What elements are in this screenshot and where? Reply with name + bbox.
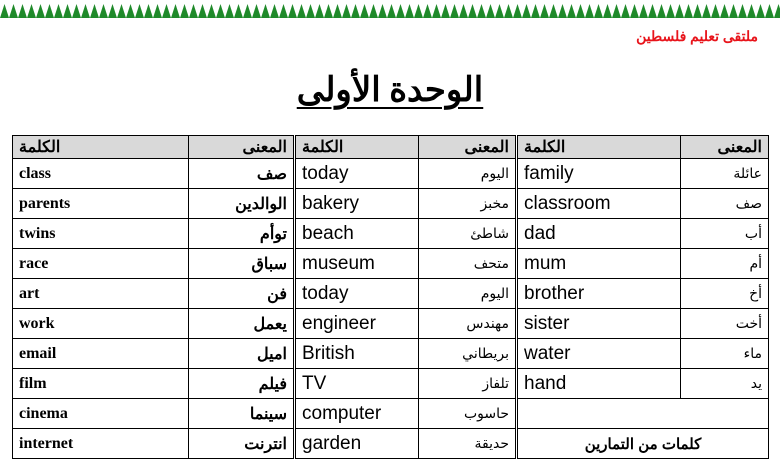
tree-icon (9, 4, 18, 18)
word-ar: بريطاني (419, 339, 517, 369)
tree-icon (639, 4, 648, 18)
word-en: beach (295, 219, 419, 249)
table-row (13, 399, 769, 429)
tree-icon (657, 4, 666, 18)
tree-icon (108, 4, 117, 18)
tree-icon (450, 4, 459, 18)
tree-icon (702, 4, 711, 18)
tree-icon (423, 4, 432, 18)
tree-icon (144, 4, 153, 18)
tree-icon (765, 4, 774, 18)
tree-icon (324, 4, 333, 18)
table-row (13, 249, 769, 279)
tree-icon (504, 4, 513, 18)
word-ar: سباق (189, 249, 295, 279)
word-en: email (13, 339, 189, 369)
tree-icon (594, 4, 603, 18)
header-meaning-1: المعنى (189, 136, 295, 159)
table-header-row (13, 136, 769, 159)
tree-icon (513, 4, 522, 18)
tree-icon (567, 4, 576, 18)
tree-icon (306, 4, 315, 18)
word-en: cinema (13, 399, 189, 429)
tree-icon (693, 4, 702, 18)
tree-icon (414, 4, 423, 18)
table-row (13, 219, 769, 249)
word-en: computer (295, 399, 419, 429)
tree-icon (477, 4, 486, 18)
tree-icon (360, 4, 369, 18)
table-row (13, 159, 769, 189)
word-ar: ماء (681, 339, 769, 369)
word-en: family (517, 159, 681, 189)
tree-icon (540, 4, 549, 18)
tree-icon (288, 4, 297, 18)
table-row (13, 279, 769, 309)
tree-icon (720, 4, 729, 18)
word-ar: اليوم (419, 159, 517, 189)
word-en: classroom (517, 189, 681, 219)
tree-icon (351, 4, 360, 18)
word-en: sister (517, 309, 681, 339)
tree-icon (648, 4, 657, 18)
word-ar: تلفاز (419, 369, 517, 399)
word-ar: أم (681, 249, 769, 279)
header-meaning-3: المعنى (681, 136, 769, 159)
word-ar: عائلة (681, 159, 769, 189)
word-ar: حاسوب (419, 399, 517, 429)
tree-icon (666, 4, 675, 18)
tree-icon (279, 4, 288, 18)
word-en: race (13, 249, 189, 279)
word-en: today (295, 159, 419, 189)
word-ar: شاطئ (419, 219, 517, 249)
tree-icon (747, 4, 756, 18)
tree-icon (27, 4, 36, 18)
word-en: internet (13, 429, 189, 459)
word-ar: يد (681, 369, 769, 399)
tree-icon (729, 4, 738, 18)
exercise-words-label: كلمات من التمارين (517, 429, 769, 459)
tree-icon (738, 4, 747, 18)
tree-icon (207, 4, 216, 18)
word-ar: صف (681, 189, 769, 219)
tree-icon (252, 4, 261, 18)
header-word-1: الكلمة (13, 136, 189, 159)
tree-icon (612, 4, 621, 18)
word-en: engineer (295, 309, 419, 339)
tree-icon (342, 4, 351, 18)
tree-icon (216, 4, 225, 18)
tree-icon (756, 4, 765, 18)
word-ar: أخت (681, 309, 769, 339)
empty-cell (517, 399, 769, 429)
tree-icon (90, 4, 99, 18)
tree-icon (675, 4, 684, 18)
tree-icon (99, 4, 108, 18)
tree-icon (243, 4, 252, 18)
word-ar: متحف (419, 249, 517, 279)
tree-icon (711, 4, 720, 18)
tree-icon (18, 4, 27, 18)
tree-icon (333, 4, 342, 18)
word-en: dad (517, 219, 681, 249)
word-ar: انترنت (189, 429, 295, 459)
table-row (13, 429, 769, 459)
word-en: bakery (295, 189, 419, 219)
word-en: museum (295, 249, 419, 279)
table-row (13, 339, 769, 369)
tree-icon (261, 4, 270, 18)
word-ar: سينما (189, 399, 295, 429)
tree-icon (54, 4, 63, 18)
word-en: parents (13, 189, 189, 219)
tree-icon (369, 4, 378, 18)
word-ar: فيلم (189, 369, 295, 399)
tree-pattern-border (0, 2, 780, 20)
tree-icon (576, 4, 585, 18)
table-row (13, 369, 769, 399)
tree-icon (270, 4, 279, 18)
tree-icon (126, 4, 135, 18)
word-en: today (295, 279, 419, 309)
header-word-2: الكلمة (295, 136, 419, 159)
vocabulary-table-body (13, 136, 769, 459)
tree-icon (297, 4, 306, 18)
tree-icon (522, 4, 531, 18)
tree-icon (72, 4, 81, 18)
word-en: British (295, 339, 419, 369)
word-en: film (13, 369, 189, 399)
tree-icon (135, 4, 144, 18)
tree-icon (36, 4, 45, 18)
tree-icon (153, 4, 162, 18)
word-en: brother (517, 279, 681, 309)
word-en: hand (517, 369, 681, 399)
tree-icon (378, 4, 387, 18)
tree-icon (486, 4, 495, 18)
word-ar: يعمل (189, 309, 295, 339)
tree-icon (405, 4, 414, 18)
tree-icon (495, 4, 504, 18)
word-en: garden (295, 429, 419, 459)
table-row (13, 309, 769, 339)
word-ar: مخبز (419, 189, 517, 219)
tree-icon (558, 4, 567, 18)
word-ar: الوالدين (189, 189, 295, 219)
tree-icon (468, 4, 477, 18)
word-en: mum (517, 249, 681, 279)
tree-icon (171, 4, 180, 18)
tree-icon (198, 4, 207, 18)
tree-icon (180, 4, 189, 18)
tree-icon (549, 4, 558, 18)
tree-icon (432, 4, 441, 18)
tree-icon (117, 4, 126, 18)
word-ar: فن (189, 279, 295, 309)
word-ar: صف (189, 159, 295, 189)
tree-icon (81, 4, 90, 18)
tree-icon (396, 4, 405, 18)
tree-icon (0, 4, 9, 18)
tree-icon (315, 4, 324, 18)
table-row (13, 189, 769, 219)
tree-icon (162, 4, 171, 18)
page-title-text: الوحدة الأولى (296, 72, 484, 109)
tree-icon (189, 4, 198, 18)
tree-icon (630, 4, 639, 18)
word-ar: اميل (189, 339, 295, 369)
word-ar: توأم (189, 219, 295, 249)
word-en: work (13, 309, 189, 339)
tree-icon (684, 4, 693, 18)
tree-icon (63, 4, 72, 18)
tree-icon (234, 4, 243, 18)
page-title (0, 70, 780, 110)
word-ar: حديقة (419, 429, 517, 459)
word-ar: مهندس (419, 309, 517, 339)
tree-icon (459, 4, 468, 18)
tree-icon (621, 4, 630, 18)
tree-icon (441, 4, 450, 18)
header-word-3: الكلمة (517, 136, 681, 159)
word-en: art (13, 279, 189, 309)
word-en: water (517, 339, 681, 369)
word-en: TV (295, 369, 419, 399)
word-ar: أب (681, 219, 769, 249)
tree-icon (585, 4, 594, 18)
tree-icon (531, 4, 540, 18)
word-ar: اليوم (419, 279, 517, 309)
word-en: class (13, 159, 189, 189)
tree-icon (45, 4, 54, 18)
tree-icon (387, 4, 396, 18)
header-meaning-2: المعنى (419, 136, 517, 159)
tree-icon (225, 4, 234, 18)
word-en: twins (13, 219, 189, 249)
tree-icon (603, 4, 612, 18)
vocabulary-table (12, 135, 769, 459)
word-ar: أخ (681, 279, 769, 309)
site-name: ملتقى تعليم فلسطين (636, 28, 758, 44)
tree-icon (774, 4, 780, 18)
